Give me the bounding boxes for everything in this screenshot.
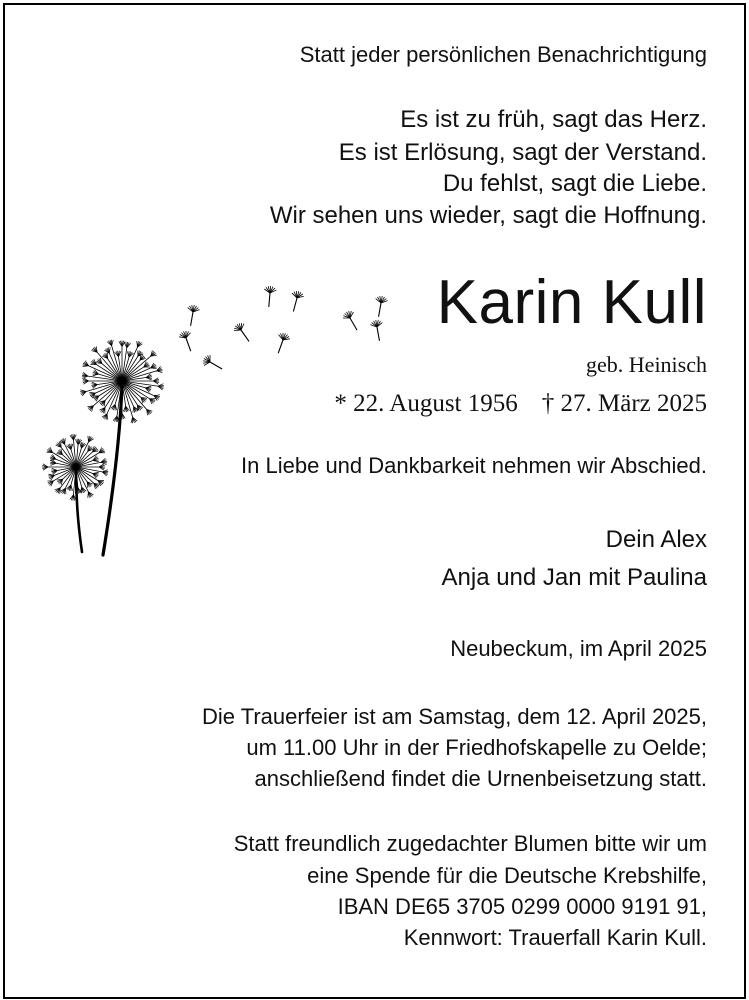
donation-line-3: IBAN DE65 3705 0299 0000 9191 91, xyxy=(337,894,707,919)
poem-line-3: Du fehlst, sagt die Liebe. xyxy=(442,170,707,197)
intro-line: Statt jeder persönlichen Benachrichtigung xyxy=(299,42,707,67)
ceremony-line-1: Die Trauerfeier ist am Samstag, dem 12. April 2025, xyxy=(201,704,707,729)
mourner-2: Anja und Jan mit Paulina xyxy=(441,564,707,591)
deceased-name: Karin Kull xyxy=(436,268,707,337)
ceremony-line-2: um 11.00 Uhr in der Friedhofskapelle zu Oelde; xyxy=(246,735,707,760)
maiden-name: geb. Heinisch xyxy=(586,352,707,377)
poem-line-4: Wir sehen uns wieder, sagt die Hoffnung. xyxy=(269,202,707,229)
farewell-line: In Liebe und Dankbarkeit nehmen wir Abschied. xyxy=(241,453,707,478)
donation-line-2: eine Spende für die Deutsche Krebshilfe, xyxy=(307,863,707,888)
birth-date: * 22. August 1956 xyxy=(334,390,518,417)
donation-line-4: Kennwort: Trauerfall Karin Kull. xyxy=(403,925,707,950)
ceremony-line-3: anschließend findet die Urnenbeisetzung statt. xyxy=(254,766,707,791)
mourner-1: Dein Alex xyxy=(605,526,707,553)
death-date: † 27. März 2025 xyxy=(541,390,707,417)
place-date: Neubeckum, im April 2025 xyxy=(450,636,707,661)
poem-line-1: Es ist zu früh, sagt das Herz. xyxy=(400,106,707,133)
donation-line-1: Statt freundlich zugedachter Blumen bitte wir um xyxy=(233,831,707,856)
poem-line-2: Es ist Erlösung, sagt der Verstand. xyxy=(338,139,707,166)
